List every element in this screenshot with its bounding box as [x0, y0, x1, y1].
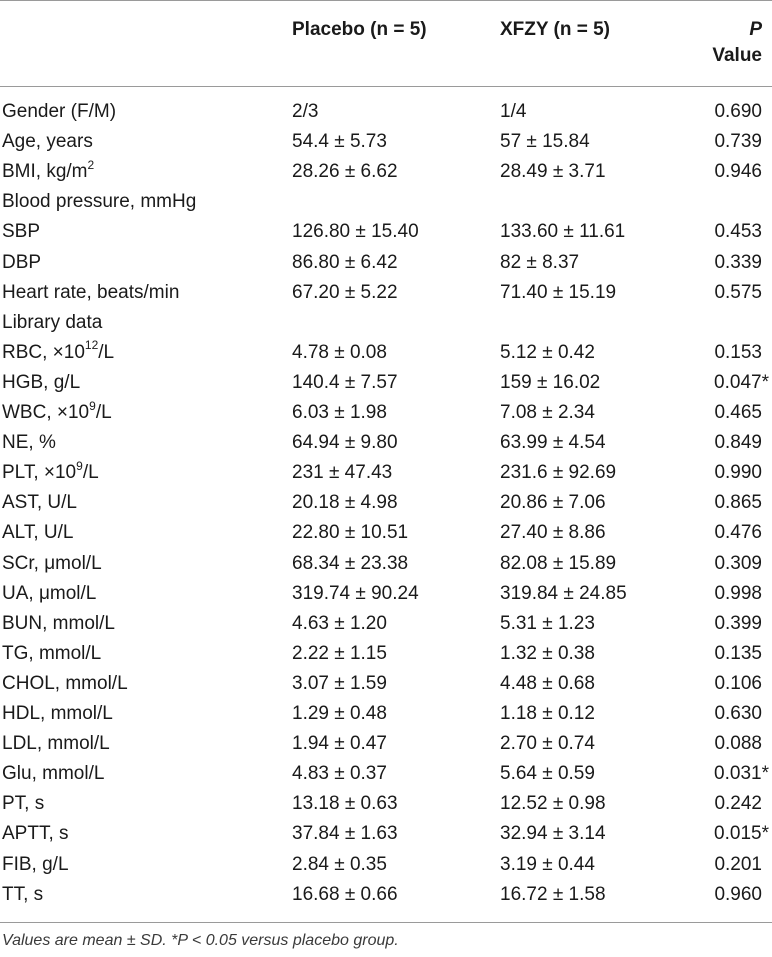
cell-p-value: 0.031*	[714, 763, 769, 785]
cell-p-value: 0.946	[714, 161, 762, 183]
table-row	[0, 579, 772, 609]
cell-placebo: 6.03 ± 1.98	[292, 402, 387, 423]
row-label-text: RBC, ×10	[2, 341, 85, 363]
cell-placebo: 86.80 ± 6.42	[292, 251, 398, 273]
row-label	[2, 549, 102, 579]
row-label	[2, 488, 77, 518]
row-label-superscript: 9	[89, 398, 96, 413]
table-row	[0, 759, 772, 789]
cell-p-value: 0.690	[714, 101, 762, 122]
row-label	[2, 759, 104, 789]
table-bottom-rule	[0, 922, 772, 923]
row-label-text: UA, μmol/L	[2, 582, 97, 604]
cell-xfzy: 4.48 ± 0.68	[500, 672, 595, 694]
row-label	[2, 579, 96, 609]
table-row	[0, 549, 772, 579]
table-row	[0, 308, 772, 338]
row-label	[2, 819, 69, 849]
cell-p-value: 0.015*	[714, 823, 769, 845]
cell-xfzy: 28.49 ± 3.71	[500, 161, 606, 183]
row-label-text: DBP	[2, 251, 42, 273]
cell-p-value: 0.575	[714, 281, 762, 303]
row-label-superscript: 9	[76, 458, 83, 473]
cell-xfzy: 231.6 ± 92.69	[500, 462, 617, 484]
cell-placebo: 4.83 ± 0.37	[292, 763, 387, 785]
cell-p-value: 0.960	[714, 883, 762, 905]
cell-xfzy: 63.99 ± 4.54	[500, 432, 606, 454]
cell-placebo: 28.26 ± 6.62	[292, 161, 398, 183]
cell-placebo: 64.94 ± 9.80	[292, 432, 398, 454]
table-row	[0, 729, 772, 759]
row-label-text: HDL, mmol/L	[2, 703, 113, 724]
cell-placebo: 231 ± 47.43	[292, 462, 393, 484]
row-label	[2, 639, 101, 669]
table-row	[0, 157, 772, 187]
cell-placebo: 4.63 ± 1.20	[292, 612, 387, 634]
header-xfzy: XFZY (n = 5)	[500, 19, 610, 40]
cell-placebo: 2.84 ± 0.35	[292, 853, 387, 875]
table-top-rule	[0, 0, 772, 1]
cell-p-value: 0.309	[714, 552, 762, 574]
row-label-text: BUN, mmol/L	[2, 612, 115, 634]
cell-xfzy: 5.12 ± 0.42	[500, 341, 595, 363]
table-row	[0, 639, 772, 669]
cell-placebo: 140.4 ± 7.57	[292, 371, 398, 393]
row-label-suffix: /L	[95, 402, 112, 423]
row-label	[2, 308, 102, 338]
row-label	[2, 669, 128, 699]
cell-placebo: 1.29 ± 0.48	[292, 703, 387, 724]
row-label	[2, 850, 69, 880]
row-label	[2, 248, 41, 278]
row-label	[2, 699, 113, 729]
cell-p-value: 0.339	[714, 251, 762, 273]
table-row	[0, 699, 772, 729]
row-label-text: Gender (F/M)	[2, 101, 117, 122]
row-label-text: Glu, mmol/L	[2, 763, 105, 785]
cell-xfzy: 133.60 ± 11.61	[500, 221, 626, 243]
row-label	[2, 729, 110, 759]
table-row	[0, 789, 772, 819]
cell-placebo: 4.78 ± 0.08	[292, 341, 387, 363]
cell-p-value: 0.453	[714, 221, 762, 243]
cell-xfzy: 12.52 ± 0.98	[500, 793, 606, 815]
cell-placebo: 13.18 ± 0.63	[292, 793, 398, 815]
table-row	[0, 518, 772, 548]
cell-xfzy: 3.19 ± 0.44	[500, 853, 595, 875]
cell-p-value: 0.201	[714, 853, 762, 875]
row-label-text: APTT, s	[2, 823, 69, 845]
row-label	[2, 789, 44, 819]
cell-xfzy: 319.84 ± 24.85	[500, 582, 627, 604]
cell-p-value: 0.088	[714, 733, 762, 755]
cell-placebo: 68.34 ± 23.38	[292, 552, 409, 574]
row-label	[2, 278, 179, 308]
header-placebo: Placebo (n = 5)	[292, 19, 427, 40]
row-label	[2, 518, 73, 548]
row-label-text: SCr, μmol/L	[2, 552, 102, 574]
cell-p-value: 0.399	[714, 612, 762, 634]
cell-p-value: 0.106	[714, 672, 762, 694]
cell-placebo: 319.74 ± 90.24	[292, 582, 419, 604]
header-value-label: Value	[712, 45, 762, 66]
cell-placebo: 22.80 ± 10.51	[292, 522, 409, 544]
row-label-text: HGB, g/L	[2, 371, 81, 393]
row-label-text: PT, s	[2, 793, 45, 815]
table-row	[0, 819, 772, 849]
row-label	[2, 217, 40, 247]
row-label-text: TT, s	[2, 883, 44, 905]
row-label-text: LDL, mmol/L	[2, 733, 110, 755]
cell-p-value: 0.242	[714, 793, 762, 815]
cell-xfzy: 5.64 ± 0.59	[500, 763, 595, 785]
table-row	[0, 187, 772, 217]
row-label-text: TG, mmol/L	[2, 642, 102, 664]
cell-p-value: 0.047*	[714, 371, 769, 393]
row-label-text: AST, U/L	[2, 492, 77, 514]
cell-placebo: 20.18 ± 4.98	[292, 492, 398, 514]
row-label-text: WBC, ×10	[2, 402, 90, 423]
cell-xfzy: 27.40 ± 8.86	[500, 522, 606, 544]
table-row	[0, 458, 772, 488]
cell-xfzy: 159 ± 16.02	[500, 371, 601, 393]
table-row	[0, 97, 772, 127]
table-row	[0, 398, 772, 428]
cell-p-value: 0.135	[714, 642, 762, 664]
cell-p-value: 0.739	[714, 131, 762, 153]
row-label-text: ALT, U/L	[2, 522, 74, 544]
row-label-text: PLT, ×10	[2, 462, 77, 484]
row-label	[2, 127, 93, 157]
row-label-superscript: 12	[84, 338, 99, 353]
cell-xfzy: 1.32 ± 0.38	[500, 642, 595, 664]
row-label	[2, 609, 115, 639]
cell-p-value: 0.153	[714, 341, 762, 363]
table-row	[0, 609, 772, 639]
table-row	[0, 368, 772, 398]
row-label	[2, 338, 114, 368]
cell-placebo: 16.68 ± 0.66	[292, 883, 398, 905]
row-label-text: BMI, kg/m	[2, 161, 88, 183]
cell-xfzy: 32.94 ± 3.14	[500, 823, 606, 845]
cell-placebo: 3.07 ± 1.59	[292, 672, 387, 694]
cell-placebo: 67.20 ± 5.22	[292, 281, 398, 303]
cell-p-value: 0.465	[714, 402, 762, 423]
cell-placebo: 2/3	[292, 101, 319, 122]
cell-p-value: 0.998	[714, 582, 762, 604]
cell-xfzy: 2.70 ± 0.74	[500, 733, 595, 755]
cell-xfzy: 82 ± 8.37	[500, 251, 580, 273]
cell-p-value: 0.630	[714, 703, 762, 724]
table-row	[0, 488, 772, 518]
header-p-value	[712, 17, 762, 69]
row-label	[2, 880, 43, 910]
row-label	[2, 428, 56, 458]
cell-xfzy: 57 ± 15.84	[500, 131, 590, 153]
cell-xfzy: 20.86 ± 7.06	[500, 492, 606, 514]
cell-xfzy: 71.40 ± 15.19	[500, 281, 617, 303]
cell-xfzy: 1.18 ± 0.12	[500, 703, 595, 724]
table-row	[0, 850, 772, 880]
row-label	[2, 398, 112, 428]
cell-p-value: 0.990	[714, 462, 762, 484]
row-label-suffix: /L	[98, 341, 115, 363]
cell-placebo: 126.80 ± 15.40	[292, 221, 419, 243]
cell-p-value: 0.476	[714, 522, 762, 544]
table-row	[0, 880, 772, 910]
cell-xfzy: 82.08 ± 15.89	[500, 552, 617, 574]
cell-placebo: 54.4 ± 5.73	[292, 131, 387, 153]
header-p-letter: P	[749, 19, 762, 40]
row-label-superscript: 2	[87, 157, 95, 172]
cell-xfzy: 5.31 ± 1.23	[500, 612, 595, 634]
table-row	[0, 127, 772, 157]
cell-placebo: 37.84 ± 1.63	[292, 823, 398, 845]
row-label	[2, 157, 94, 187]
row-label-text: NE, %	[2, 432, 56, 454]
table-footnote: Values are mean ± SD. *P < 0.05 versus placebo group.	[2, 932, 399, 949]
row-label-text: Library data	[2, 311, 103, 333]
row-label-text: Age, years	[2, 131, 93, 153]
cell-p-value: 0.849	[714, 432, 762, 454]
row-label-text: Heart rate, beats/min	[2, 281, 180, 303]
row-label	[2, 97, 116, 127]
row-label-suffix: /L	[82, 462, 99, 484]
cell-placebo: 2.22 ± 1.15	[292, 642, 387, 664]
cell-xfzy: 1/4	[500, 101, 527, 122]
row-label-text: FIB, g/L	[2, 853, 69, 875]
table-header-rule	[0, 86, 772, 87]
table-row	[0, 217, 772, 247]
cell-xfzy: 7.08 ± 2.34	[500, 402, 595, 423]
table-row	[0, 278, 772, 308]
cell-p-value: 0.865	[714, 492, 762, 514]
table-row	[0, 669, 772, 699]
table-row	[0, 248, 772, 278]
row-label-text: SBP	[2, 221, 41, 243]
row-label	[2, 368, 80, 398]
row-label	[2, 187, 196, 217]
cell-xfzy: 16.72 ± 1.58	[500, 883, 606, 905]
row-label-text: CHOL, mmol/L	[2, 672, 128, 694]
table-row	[0, 428, 772, 458]
table-row	[0, 338, 772, 368]
cell-placebo: 1.94 ± 0.47	[292, 733, 387, 755]
row-label-text: Blood pressure, mmHg	[2, 191, 197, 213]
row-label	[2, 458, 99, 488]
